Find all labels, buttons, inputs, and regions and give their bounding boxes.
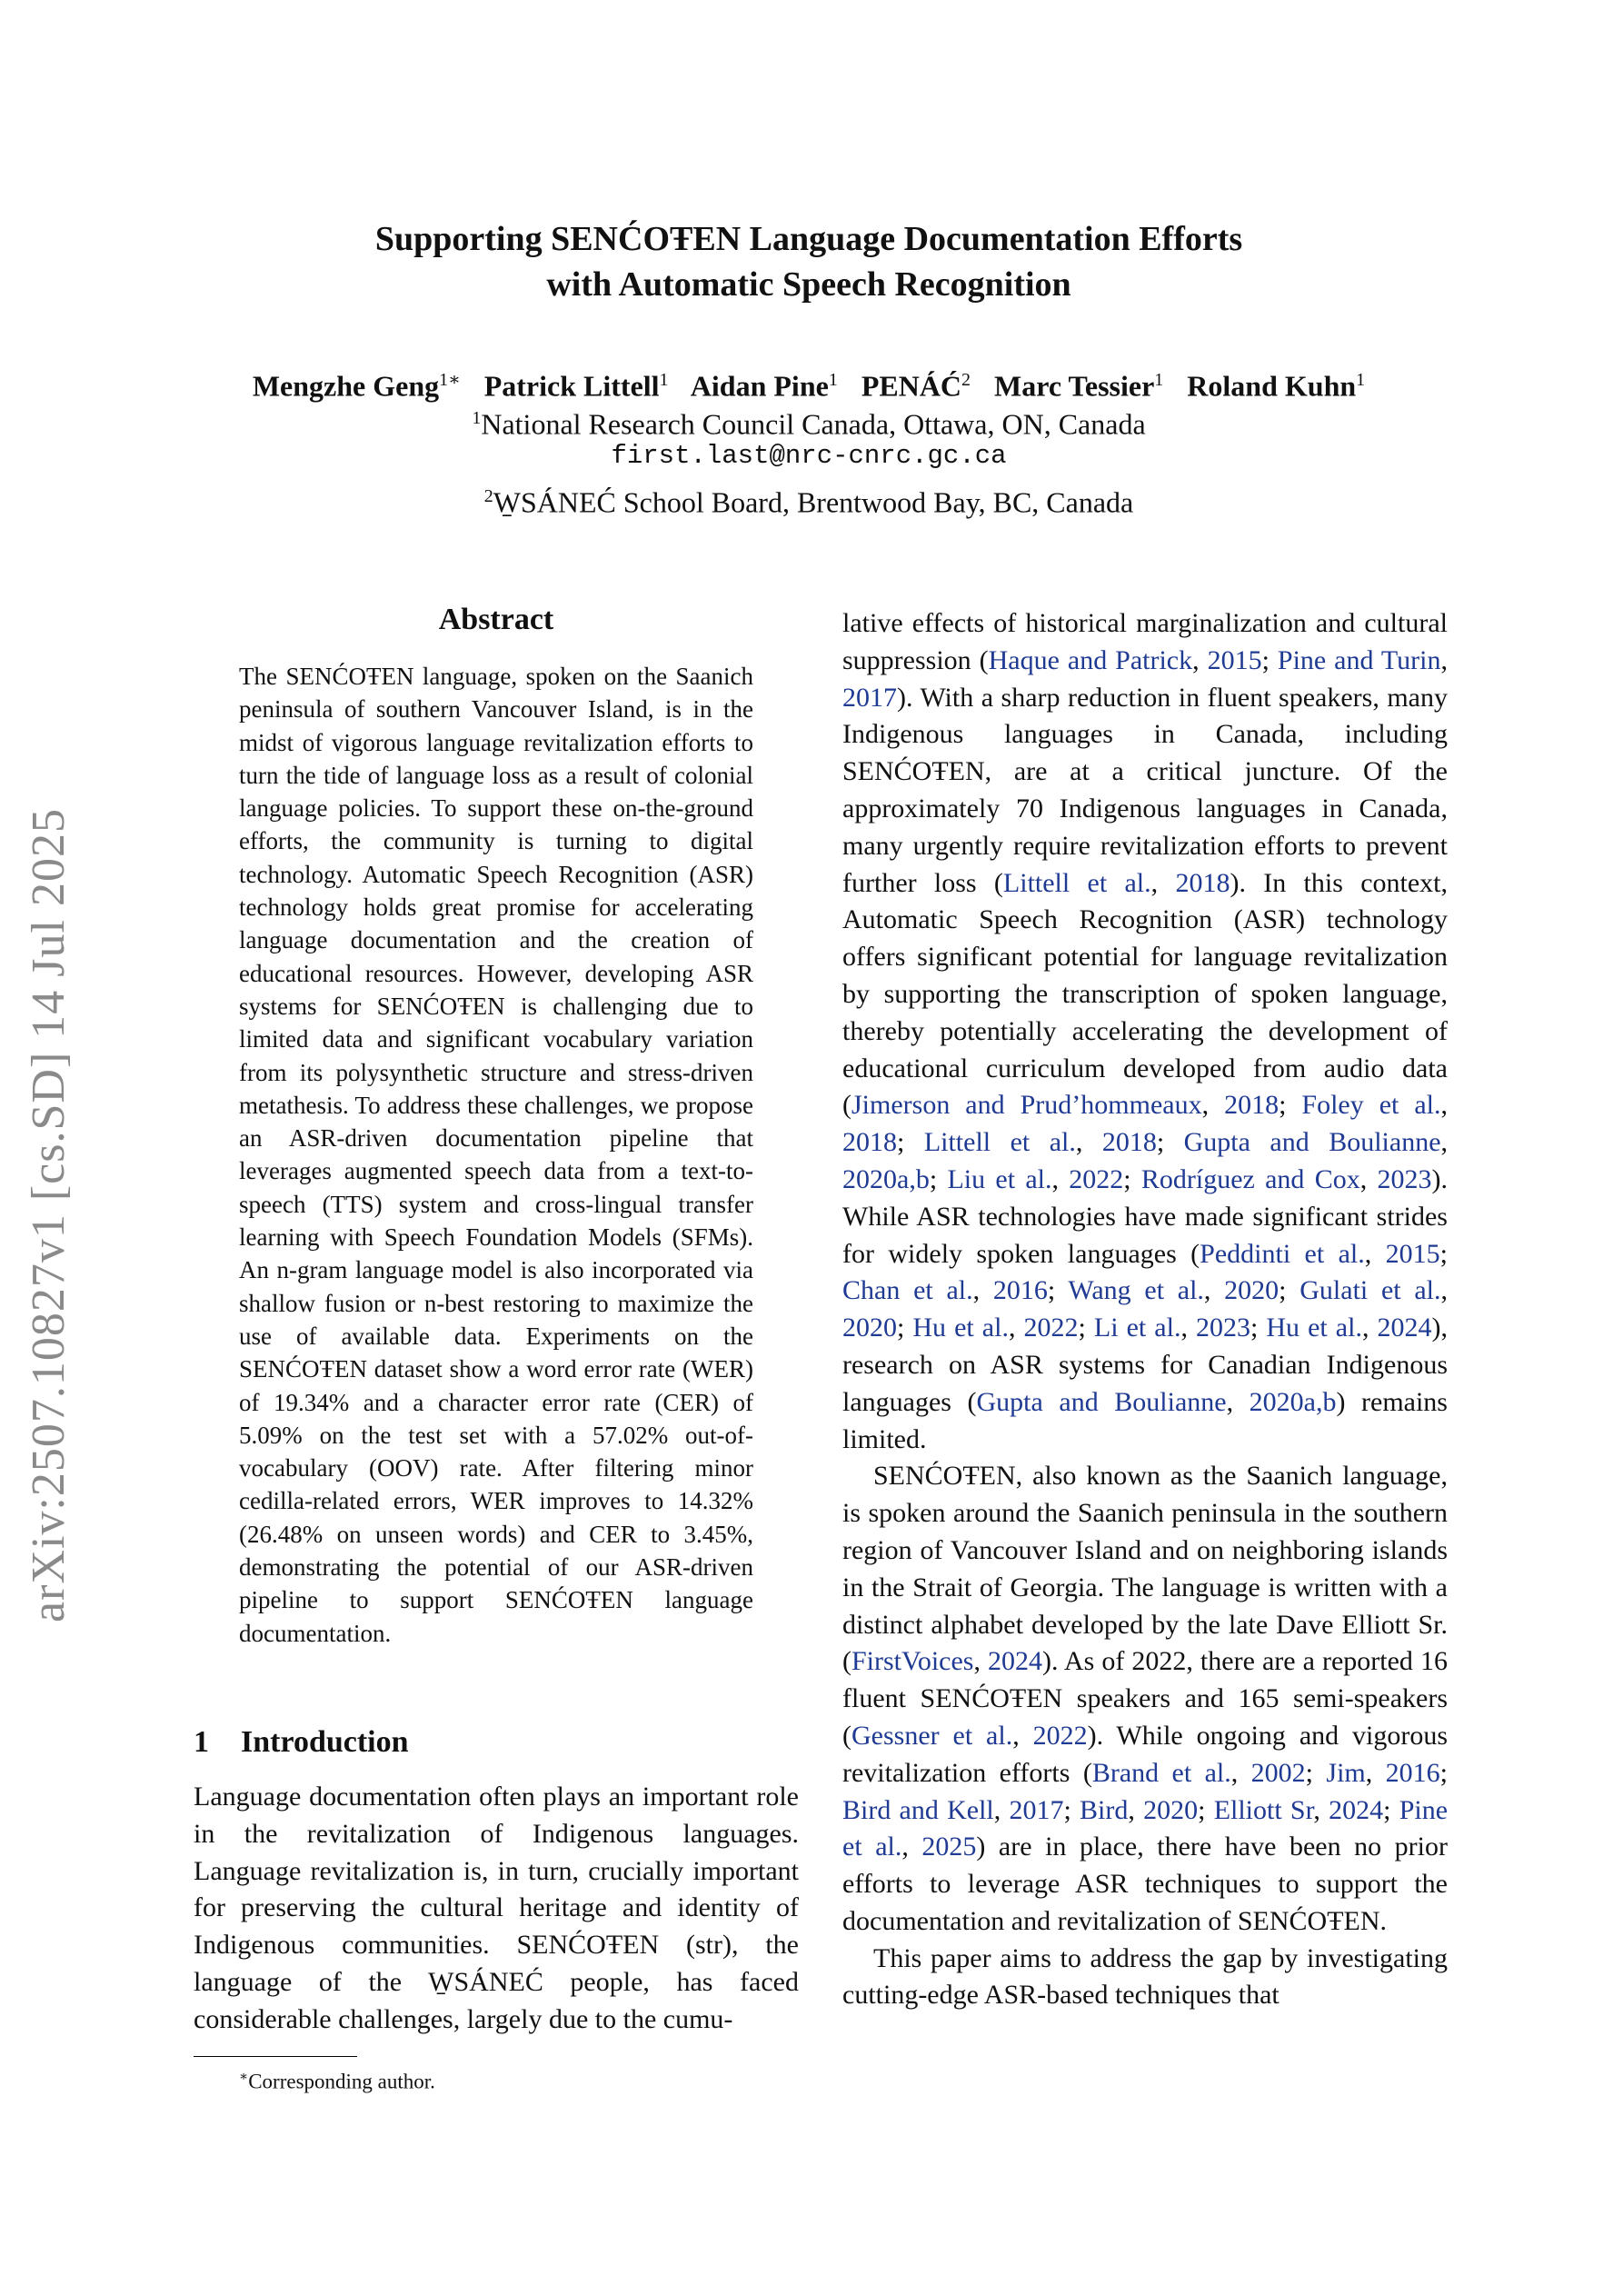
author-name: Aidan Pine	[690, 369, 829, 403]
citation-link[interactable]: 2022	[1069, 1163, 1124, 1194]
citation-link[interactable]: Bird	[1080, 1794, 1129, 1825]
paragraph-text: ,	[1364, 1238, 1386, 1269]
citation-link[interactable]: 2022	[1032, 1720, 1088, 1751]
paragraph-text: ,	[1192, 644, 1208, 675]
paragraph-text: ,	[1051, 1163, 1070, 1194]
citation-link[interactable]: Wang et al.	[1068, 1275, 1204, 1306]
paragraph-text: ;	[1305, 1757, 1327, 1788]
citation-link[interactable]: 2018	[842, 1127, 897, 1158]
paragraph-text: ,	[1008, 1313, 1024, 1343]
paragraph-text: ,	[993, 1794, 1010, 1825]
author-name: Patrick Littell	[483, 369, 660, 403]
author-affil-mark: 1	[1154, 370, 1164, 390]
citation-link[interactable]: Gulati et al.	[1299, 1275, 1441, 1306]
affiliation-text: W̱SÁNEĆ School Board, Brentwood Bay, BC, Canada	[493, 485, 1134, 519]
right-paragraph-1	[842, 605, 1448, 1458]
citation-link[interactable]: Hu et al.	[1266, 1313, 1362, 1343]
paragraph-text: ,	[1128, 1794, 1144, 1825]
paragraph-text: ,	[1226, 1386, 1250, 1417]
author-affil-mark: 1	[659, 370, 669, 390]
paragraph-text: ;	[1198, 1794, 1214, 1825]
arxiv-stamp[interactable]: arXiv:2507.10827v1 [cs.SD] 14 Jul 2025	[23, 808, 75, 1622]
citation-link[interactable]: 2023	[1377, 1163, 1432, 1194]
footnote-rule	[194, 2056, 357, 2057]
citation-link[interactable]: FirstVoices	[851, 1646, 974, 1677]
author-email[interactable]: first.last@nrc-cnrc.gc.ca	[611, 441, 1007, 471]
paragraph-text: ;	[1078, 1313, 1094, 1343]
paragraph-text: ;	[1279, 1090, 1302, 1121]
paragraph-text: ;	[929, 1163, 948, 1194]
citation-link[interactable]: Li et al.	[1093, 1313, 1181, 1343]
paragraph-text: ,	[1440, 644, 1449, 675]
abstract-heading: Abstract	[438, 603, 554, 636]
affil-mark: 2	[483, 486, 493, 506]
paragraph-text: ;	[1383, 1794, 1399, 1825]
citation-link[interactable]: 2016	[992, 1275, 1048, 1306]
citation-link[interactable]: 2020	[1143, 1794, 1199, 1825]
right-paragraph-2	[842, 1458, 1448, 1940]
citation-link[interactable]: 2018	[1224, 1090, 1279, 1121]
paragraph-text: SENĆOŦEN, also known as the Saanich language, is spoken around the Saanich peninsula in the southern region of Vancouver Island and on neighboring islands in the Strait of Georgia. The language is written with a distinct alphabet developed by the late Dave Elliott Sr. (	[842, 1461, 1448, 1677]
paragraph-text: ,	[1440, 1090, 1448, 1121]
paragraph-text: ,	[1150, 867, 1176, 898]
author-affil-mark: 1	[828, 370, 838, 390]
author-name: Marc Tessier	[994, 369, 1155, 403]
citation-link[interactable]: Gupta and Boulianne	[976, 1386, 1227, 1417]
citation-link[interactable]: Littell et al.	[1002, 867, 1151, 898]
citation-link[interactable]: Littell et al.	[923, 1127, 1076, 1158]
citation-link[interactable]: 2018	[1101, 1127, 1157, 1158]
citation-link[interactable]: Foley et al.	[1301, 1090, 1441, 1121]
citation-link[interactable]: 2024	[988, 1646, 1043, 1677]
citation-link[interactable]: 2017	[1009, 1794, 1064, 1825]
paragraph-text: ,	[1313, 1794, 1329, 1825]
citation-link[interactable]: 2015	[1385, 1238, 1440, 1269]
affil-mark: 1	[472, 408, 482, 428]
paragraph-text: ;	[1279, 1275, 1300, 1306]
paragraph-text: ), research on ASR systems for Canadian Indigenous languages (	[842, 1313, 1448, 1417]
paragraph-text: ). While ongoing and vigorous revitalization efforts (	[842, 1720, 1449, 1788]
paragraph-text: ,	[973, 1646, 989, 1677]
citation-link[interactable]: 2024	[1377, 1313, 1432, 1343]
intro-paragraph-1: Language documentation often plays an important role in the revitalization of Indigenous languages. Language revitalization is, in turn, crucially important for preserving the cultural heritage and identity of Indigenous communities. SENĆOŦEN (str), the language of the W̱SÁNEĆ people, has faced considerable challenges, largely due to the cumu-	[194, 1781, 799, 2034]
paragraph-text: ,	[1075, 1127, 1102, 1158]
author-list	[127, 362, 1490, 404]
citation-link[interactable]: Liu et al.	[947, 1163, 1052, 1194]
citation-link[interactable]: 2017	[842, 682, 897, 713]
paragraph-text: ) are in place, there have been no prior efforts to leverage ASR techniques to support the documentation and revitalization of SENĆOŦEN.	[842, 1832, 1448, 1936]
citation-link[interactable]: Jim	[1326, 1757, 1366, 1788]
author-affil-mark: 1∗	[439, 370, 461, 390]
citation-link[interactable]: 2002	[1250, 1757, 1306, 1788]
citation-link[interactable]: Brand et al.	[1091, 1757, 1231, 1788]
paragraph-text: ). As of 2022, there are a reported 16 fluent SENĆOŦEN speakers and 165 semi-speakers (	[842, 1646, 1448, 1751]
paragraph-text: lative effects of historical marginalization and cultural suppression (	[842, 608, 1448, 675]
paragraph-text: ,	[1230, 1757, 1251, 1788]
citation-link[interactable]: Pine et al.	[842, 1794, 1449, 1862]
left-column	[194, 600, 799, 2097]
citation-link[interactable]: 2023	[1196, 1313, 1250, 1343]
paragraph-text: ,	[1440, 1127, 1449, 1158]
right-paragraph-3	[842, 1941, 1448, 2015]
paragraph-text: ) remains limited.	[842, 1386, 1448, 1454]
footnote-mark: ∗	[239, 2070, 249, 2085]
citation-link[interactable]: Chan et al.	[842, 1275, 973, 1306]
author-name: Mengzhe Geng	[252, 369, 440, 403]
paper-title	[182, 216, 1436, 307]
affiliation-2	[182, 478, 1436, 521]
paragraph-text: ). While ASR technologies have made significant strides for widely spoken languages (	[842, 1163, 1449, 1269]
paragraph-text: ;	[897, 1127, 924, 1158]
paragraph-text: ,	[1361, 1313, 1378, 1343]
paragraph-text: ;	[1156, 1127, 1184, 1158]
paragraph-text: ). With a sharp reduction in fluent speakers, many Indigenous languages in Canada, including SENĆOŦEN, are at a critical juncture. Of the approximately 70 Indigenous languages in Canada, many urgently require revitalization efforts to prevent further loss (	[842, 682, 1448, 898]
citation-link[interactable]: 2020a,b	[842, 1163, 930, 1194]
author-name: Roland Kuhn	[1187, 369, 1357, 403]
paragraph-text: ;	[1250, 1313, 1267, 1343]
paragraph-text: ). In this context, Automatic Speech Recognition (ASR) technology offers significant potential for language revitalization by supporting the transcription of spoken language, thereby potentially accelerating the development of educational curriculum developed from audio data (	[842, 867, 1448, 1121]
paragraph-text: ,	[1180, 1313, 1196, 1343]
section-number: 1	[194, 1724, 209, 1759]
paragraph-text: ,	[1012, 1720, 1033, 1751]
citation-link[interactable]: Gupta and Boulianne	[1183, 1127, 1441, 1158]
section-heading-introduction	[194, 1722, 799, 1762]
citation-link[interactable]: 2024	[1329, 1794, 1384, 1825]
citation-link[interactable]: 2025	[921, 1832, 977, 1862]
citation-link[interactable]: 2020	[1224, 1275, 1279, 1306]
paragraph-text: ;	[1439, 1757, 1448, 1788]
citation-link[interactable]: 2020a,b	[1249, 1386, 1337, 1417]
paragraph-text: ,	[901, 1832, 922, 1862]
citation-link[interactable]: Rodríguez and Cox	[1140, 1163, 1360, 1194]
paragraph-text: ,	[1203, 1275, 1225, 1306]
paragraph-text: ,	[1201, 1090, 1225, 1121]
author-affil-mark: 1	[1356, 370, 1366, 390]
citation-link[interactable]: 2020	[842, 1313, 897, 1343]
citation-link[interactable]: 2015	[1207, 644, 1262, 675]
section-title: Introduction	[241, 1724, 409, 1759]
paragraph-text: ;	[1439, 1238, 1449, 1269]
right-column	[842, 605, 1448, 2014]
citation-link[interactable]: Pine and Turin	[1277, 644, 1441, 675]
affiliation-text: National Research Council Canada, Ottawa, ON, Canada	[481, 407, 1146, 441]
citation-link[interactable]: 2022	[1023, 1313, 1079, 1343]
paragraph-text: ;	[897, 1313, 913, 1343]
citation-link[interactable]: Elliott Sr	[1213, 1794, 1314, 1825]
footnote	[239, 2062, 799, 2097]
citation-link[interactable]: 2018	[1175, 867, 1230, 898]
citation-link[interactable]: Jimerson and Prud’hommeaux	[851, 1090, 1202, 1121]
paragraph-text: ;	[1261, 644, 1278, 675]
paragraph-text: ;	[1123, 1163, 1141, 1194]
author-affil-mark: 2	[961, 370, 971, 390]
paragraph-text: ,	[1440, 1275, 1449, 1306]
paragraph-text: This paper aims to address the gap by investigating cutting-edge ASR-based techniques that	[842, 1942, 1448, 2011]
citation-link[interactable]: Peddinti et al.	[1200, 1238, 1365, 1269]
citation-link[interactable]: Hu et al.	[912, 1313, 1009, 1343]
title-line-2: with Automatic Speech Recognition	[546, 265, 1071, 304]
affiliation-1	[182, 400, 1436, 443]
title-line-1: Supporting SENĆOŦEN Language Documentation Efforts	[374, 220, 1243, 258]
author-name: PENÁĆ	[861, 369, 962, 403]
citation-link[interactable]: Bird and Kell	[842, 1794, 994, 1825]
paragraph-text: ;	[1047, 1275, 1069, 1306]
citation-link[interactable]: 2016	[1385, 1757, 1440, 1788]
paragraph-text: ,	[1365, 1757, 1386, 1788]
paragraph-text: ,	[972, 1275, 993, 1306]
citation-link[interactable]: Gessner et al.	[851, 1720, 1013, 1751]
paragraph-text: ,	[1359, 1163, 1378, 1194]
citation-link[interactable]: Haque and Patrick	[988, 644, 1193, 675]
paragraph-text: ;	[1063, 1794, 1080, 1825]
abstract-text: The SENĆOŦEN language, spoken on the Saanich peninsula of southern Vancouver Island, is in the midst of vigorous language revitalization efforts to turn the tide of language loss as a result of colonial language policies. To support these on-the-ground efforts, the community is turning to digital technology. Automatic Speech Recognition (ASR) technology holds great promise for accelerating language documentation and the creation of educational resources. However, developing ASR systems for SENĆOŦEN is challenging due to limited data and significant vocabulary variation from its polysynthetic structure and stress-driven metathesis. To address these challenges, we propose an ASR-driven documentation pipeline that leverages augmented speech data from a text-to-speech (TTS) system and cross-lingual transfer learning with Speech Foundation Models (SFMs). An n-gram language model is also incorporated via shallow fusion or n-best restoring to maximize the use of available data. Experiments on the SENĆOŦEN dataset show a word error rate (WER) of 19.34% and a character error rate (CER) of 5.09% on the test set with a 57.02% out-of-vocabulary (OOV) rate. After filtering minor cedilla-related errors, WER improves to 14.32% (26.48% on unseen words) and CER to 3.45%, demonstrating the potential of our ASR-driven pipeline to support SENĆOŦEN language documentation.	[239, 663, 753, 1647]
footnote-text: Corresponding author.	[248, 2071, 435, 2094]
